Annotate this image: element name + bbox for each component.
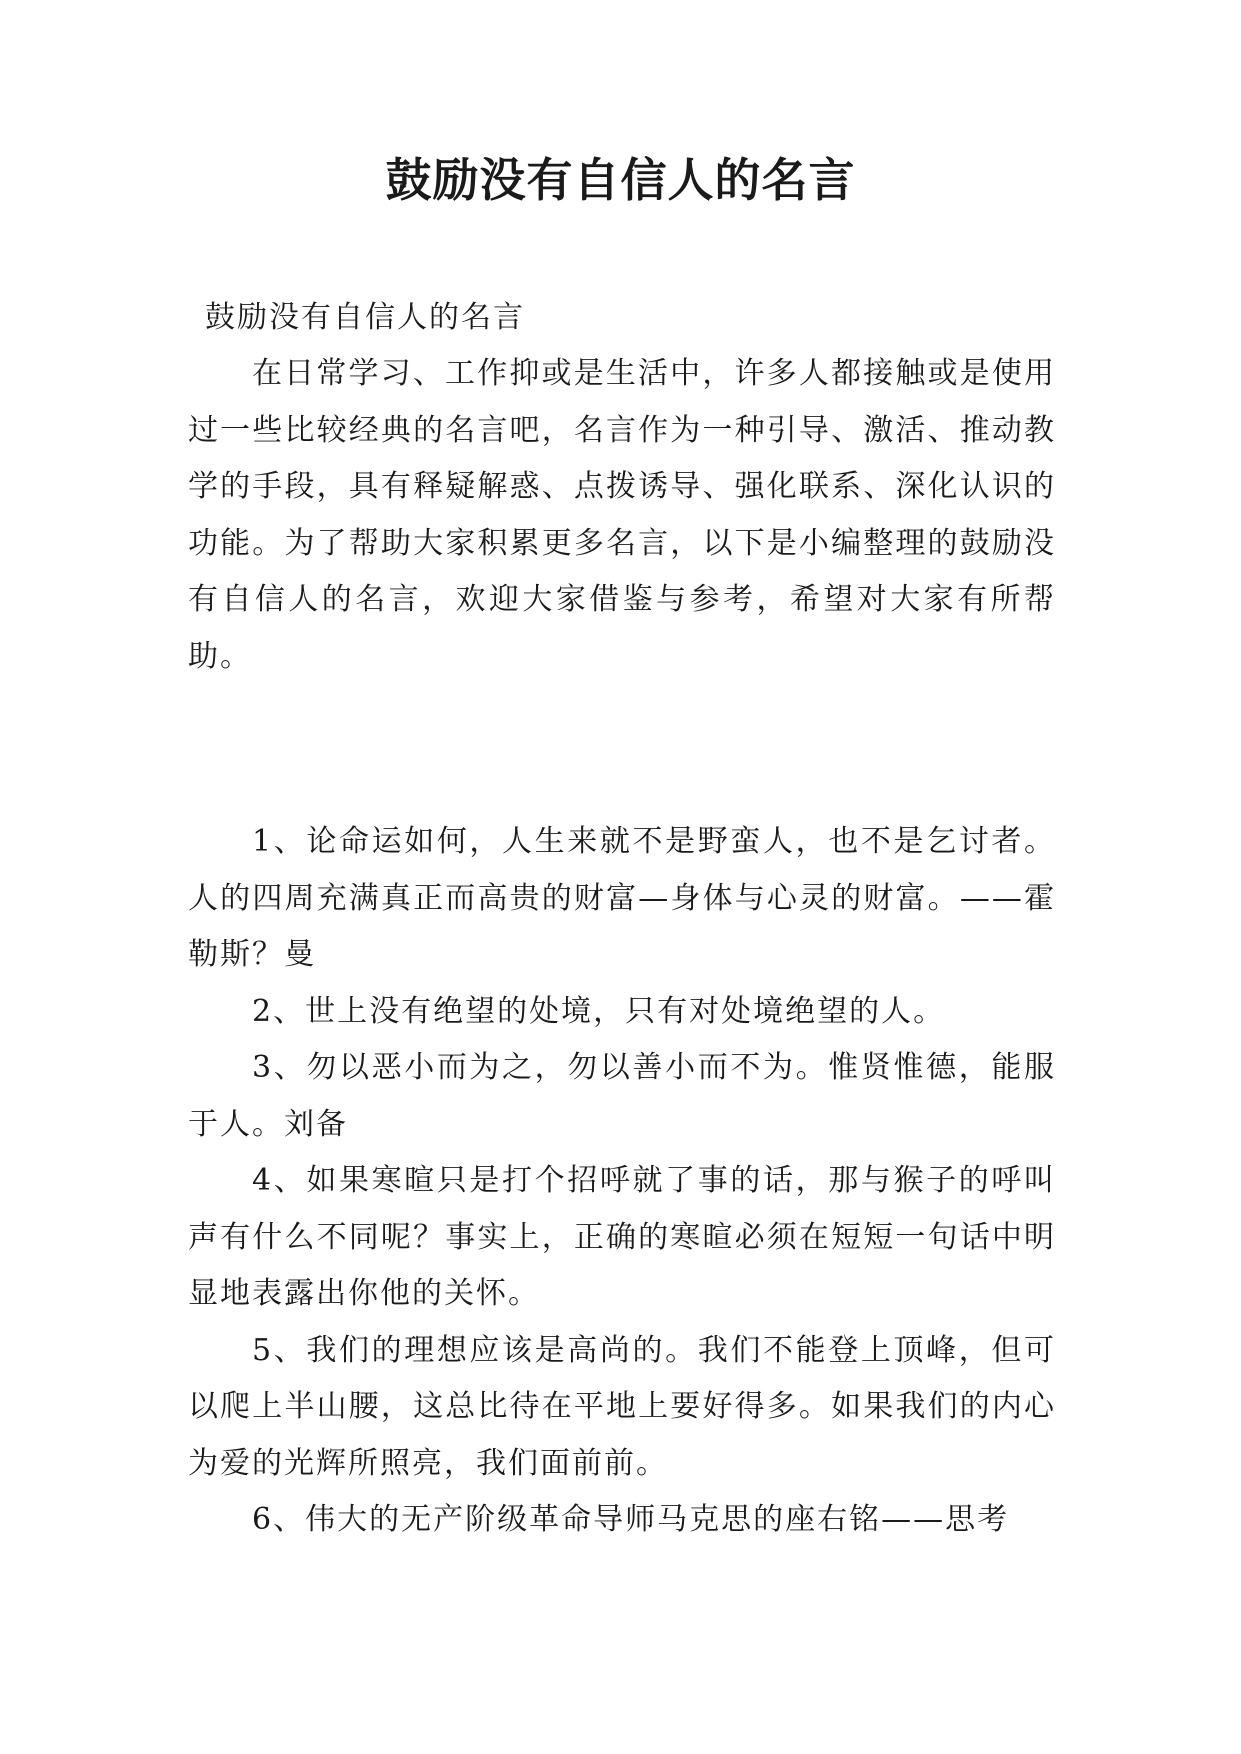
- quote-item-4: 4、如果寒暄只是打个招呼就了事的话，那与猴子的呼叫声有什么不同呢？事实上，正确的寒暄必须在短短一句话中明显地表露出你他的关怀。: [188, 1163, 1056, 1311]
- quote-item-3: 3、勿以恶小而为之，勿以善小而不为。惟贤惟德，能服于人。刘备: [188, 1050, 1056, 1142]
- quote-list: [188, 814, 1056, 1549]
- intro-paragraph: 在日常学习、工作抑或是生活中，许多人都接触或是使用过一些比较经典的名言吧，名言作为一种引导、激活、推动教学的手段，具有释疑解惑、点拨诱导、强化联系、深化认识的功能。为了帮助大家积累更多名言，以下是小编整理的鼓励没有自信人的名言，欢迎大家借鉴与参考，希望对大家有所帮助。: [188, 356, 1056, 674]
- quote-item-6: 6、伟大的无产阶级革命导师马克思的座右铭——思考: [252, 1502, 1010, 1537]
- quote-item-5: 5、我们的理想应该是高尚的。我们不能登上顶峰，但可以爬上半山腰，这总比待在平地上要好得多。如果我们的内心为爱的光辉所照亮，我们面前前。: [188, 1332, 1056, 1481]
- quote-item-2: 2、世上没有绝望的处境，只有对处境绝望的人。: [252, 993, 946, 1029]
- document-subtitle: 鼓励没有自信人的名言: [205, 300, 525, 335]
- document-title: 鼓励没有自信人的名言: [385, 153, 856, 207]
- intro-section: [188, 346, 1056, 685]
- quote-item-1: 1、论命运如何，人生来就不是野蛮人，也不是乞讨者。人的四周充满真正而高贵的财富—身体与心灵的财富。——霍勒斯？曼: [188, 824, 1056, 972]
